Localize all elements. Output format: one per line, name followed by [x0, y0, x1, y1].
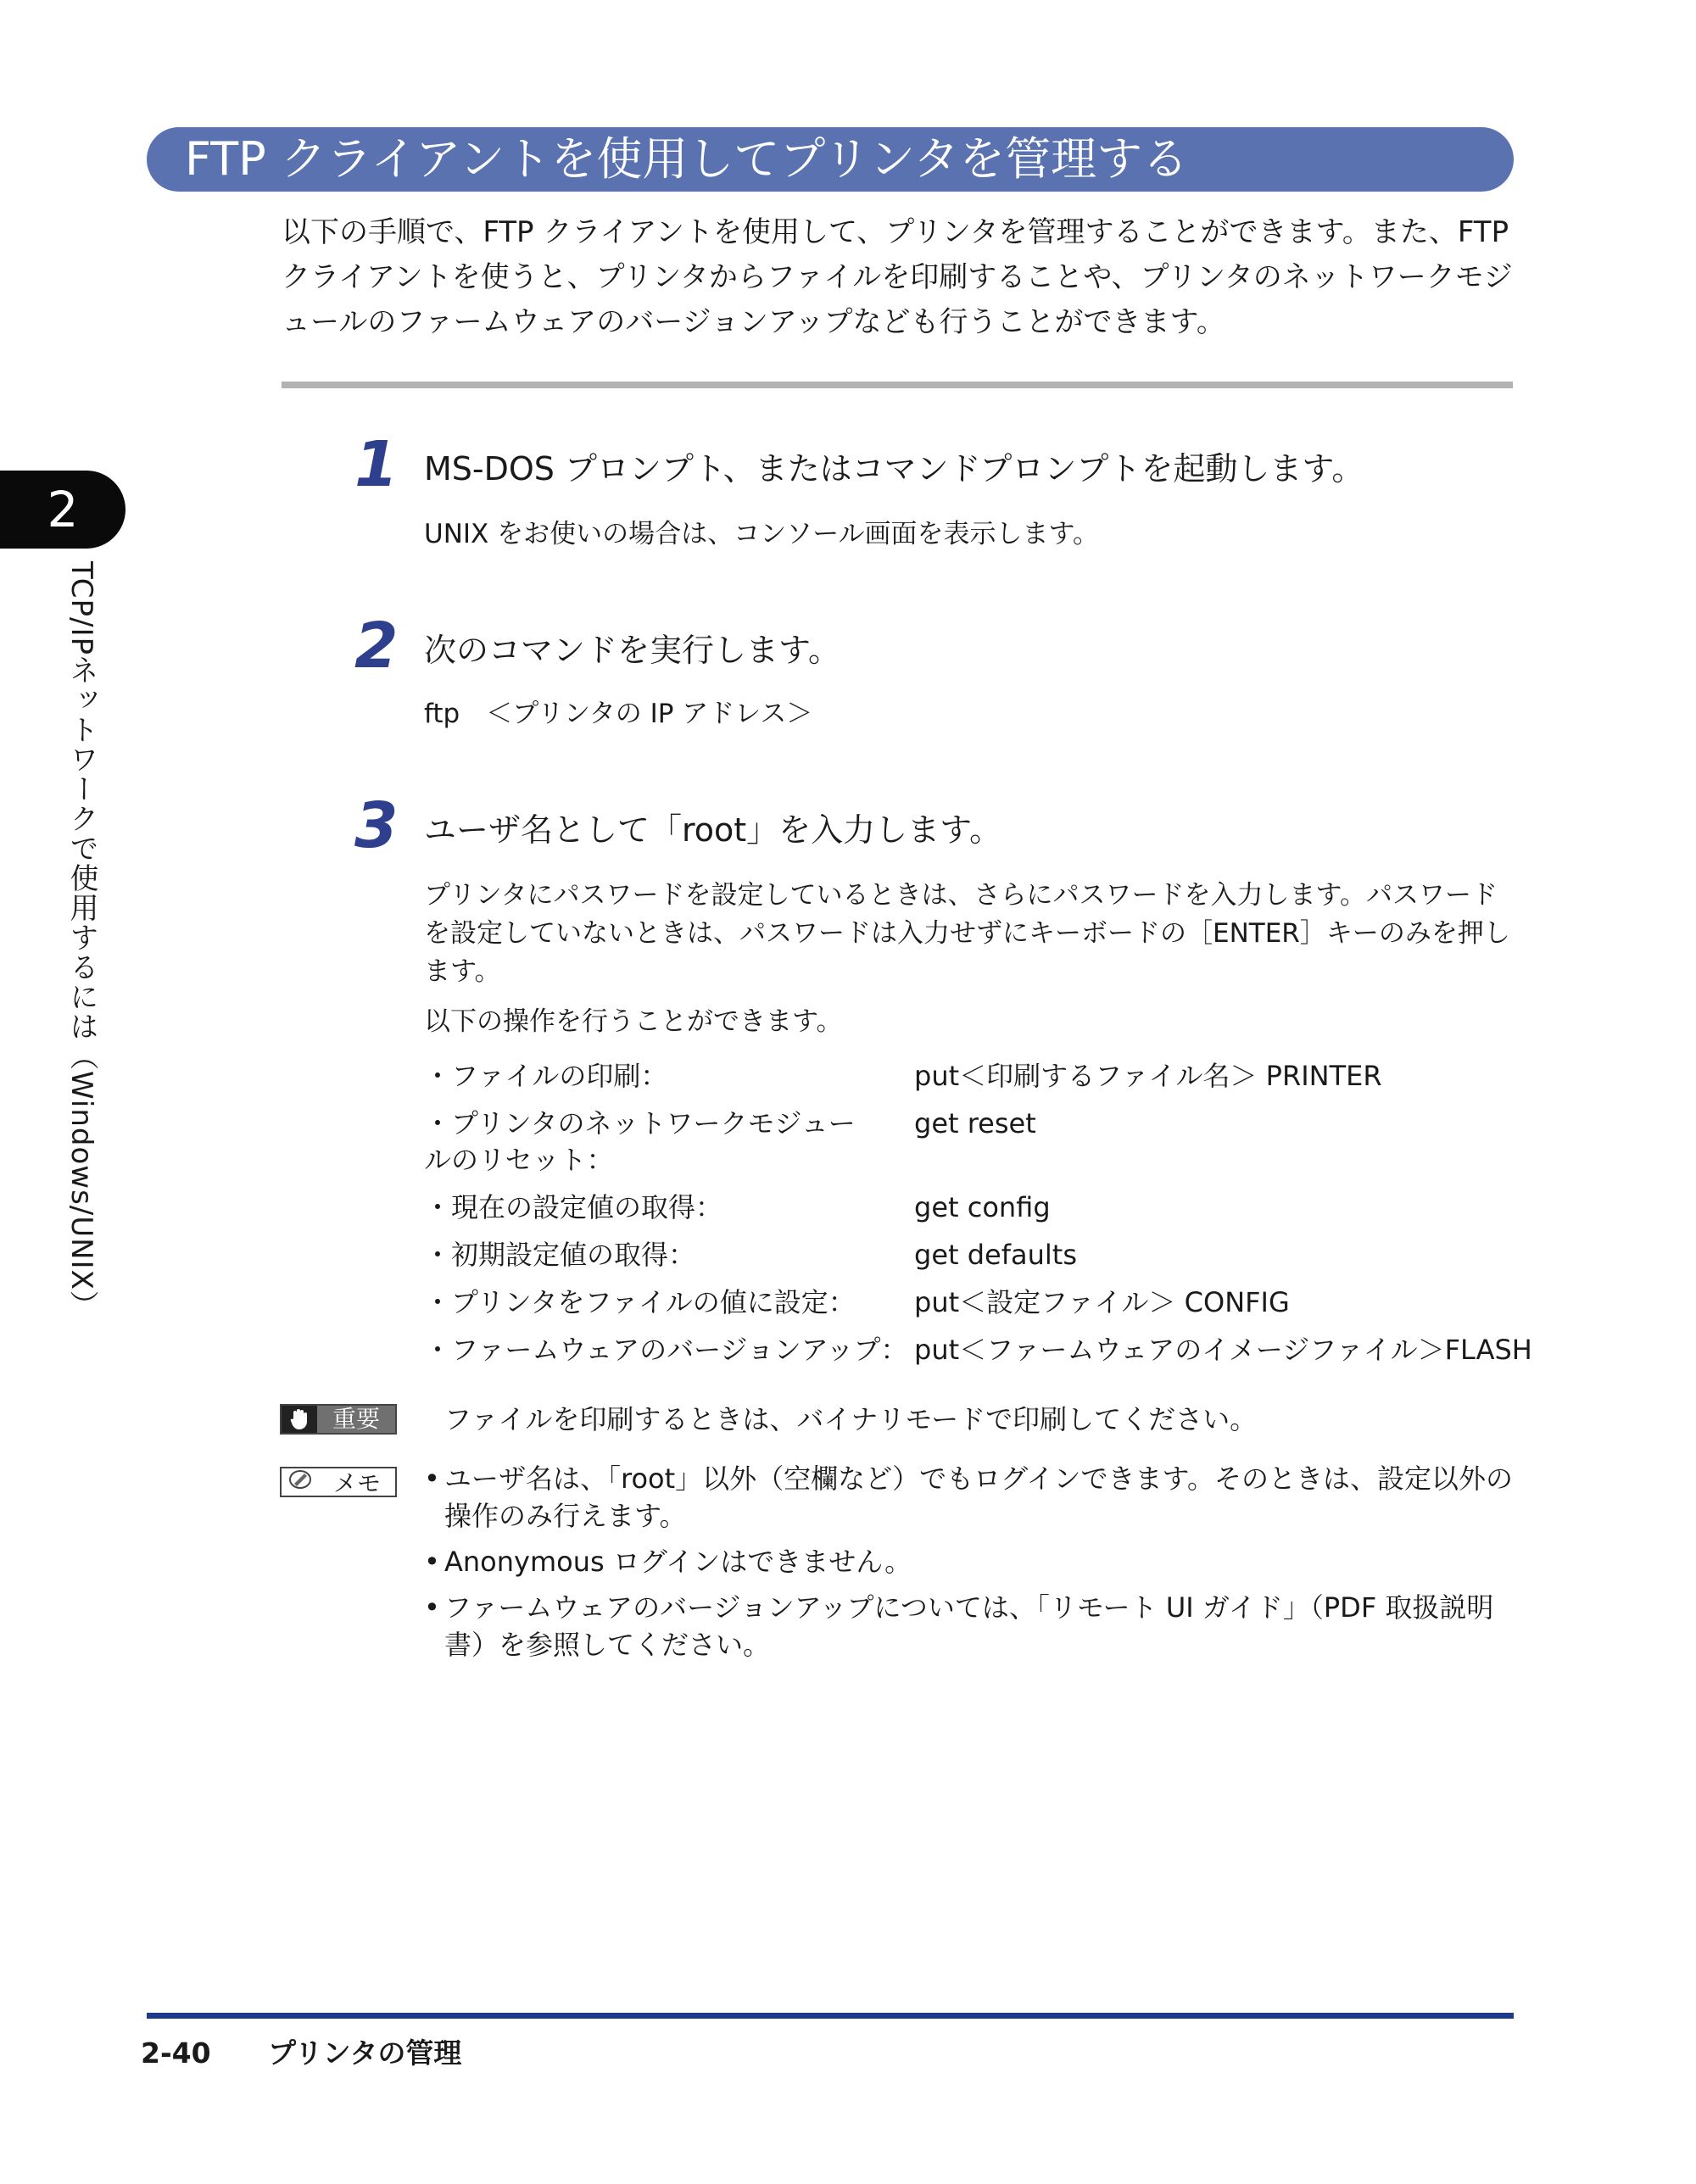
- footer-title: プリンタの管理: [268, 2036, 462, 2070]
- step-number: 1: [354, 428, 399, 501]
- operation-label: ・現在の設定値の取得：: [424, 1191, 723, 1223]
- operation-label: ・初期設定値の取得：: [424, 1239, 696, 1271]
- step-number: 3: [354, 789, 399, 862]
- step-command: ftp ＜プリンタの IP アドレス＞: [424, 699, 813, 729]
- operation-row: [424, 1106, 1518, 1178]
- step-text-ops-intro: 以下の操作を行うことができます。: [424, 1006, 843, 1037]
- memo-list: [424, 1460, 1518, 1672]
- memo-item-text: Anonymous ログインはできません。: [444, 1546, 912, 1578]
- hand-stop-icon: [282, 1406, 317, 1433]
- operation-command: put＜ファームウェアのイメージファイル＞FLASH: [914, 1334, 1532, 1366]
- memo-item: • Anonymous ログインはできません。: [424, 1543, 1518, 1580]
- operation-row: [424, 1284, 1518, 1321]
- operation-command: put＜設定ファイル＞ CONFIG: [914, 1286, 1290, 1318]
- important-badge: [280, 1404, 397, 1435]
- pencil-icon: [282, 1469, 319, 1496]
- step-text: UNIX をお使いの場合は、コンソール画面を表示します。: [424, 519, 1100, 549]
- operation-row: [424, 1332, 1532, 1368]
- step-number: 2: [354, 610, 399, 682]
- operation-label: ・ファイルの印刷：: [424, 1060, 668, 1092]
- operation-label: ・プリンタのネットワークモジュールのリセット：: [424, 1107, 856, 1176]
- memo-item-text: ファームウェアのバージョンアップについては、「リモート UI ガイド」（PDF 取扱説明書）を参照してください。: [444, 1591, 1494, 1661]
- operations-table: [424, 1058, 1532, 1379]
- memo-label: メモ: [332, 1469, 381, 1497]
- operation-label: ・プリンタをファイルの値に設定：: [424, 1286, 856, 1318]
- divider: [282, 382, 1513, 388]
- operation-row: [424, 1058, 1518, 1095]
- operation-command: get reset: [914, 1107, 1036, 1139]
- page-number: 2-40: [141, 2036, 211, 2070]
- operation-command: get defaults: [914, 1239, 1077, 1271]
- step-title: MS-DOS プロンプト、またはコマンドプロンプトを起動します。: [424, 450, 1364, 488]
- important-label: 重要: [317, 1406, 395, 1433]
- operation-row: [424, 1190, 1518, 1226]
- memo-item: • ユーザ名は、「root」以外（空欄など）でもログインできます。そのときは、設定以外の操作のみ行えます。: [424, 1460, 1518, 1535]
- chapter-side-label: TCP/IPネットワークで使用するには（Windows/UNIX）: [64, 561, 98, 1320]
- operation-label: ・ファームウェアのバージョンアップ：: [424, 1334, 908, 1366]
- intro-paragraph: 以下の手順で、FTP クライアントを使用して、プリンタを管理することができます。また、FTP クライアントを使うと、プリンタからファイルを印刷することや、プリンタのネットワークモジュールのファームウェアのバージョンアップなども行うことができます。: [282, 215, 1538, 339]
- chapter-number: 2: [47, 481, 79, 538]
- important-text: ファイルを印刷するときは、バイナリモードで印刷してください。: [444, 1403, 1258, 1435]
- operation-row: [424, 1237, 1518, 1273]
- step-text: プリンタにパスワードを設定しているときは、さらにパスワードを入力します。パスワードを設定していないときは、パスワードは入力せずにキーボードの［ENTER］キーのみを押します。: [424, 880, 1510, 987]
- operation-command: put＜印刷するファイル名＞ PRINTER: [914, 1060, 1382, 1092]
- operation-command: get config: [914, 1191, 1051, 1223]
- memo-item-text: ユーザ名は、「root」以外（空欄など）でもログインできます。そのときは、設定以外の操作のみ行えます。: [444, 1462, 1513, 1532]
- footer-rule: [147, 2013, 1514, 2019]
- memo-badge: [280, 1467, 397, 1497]
- step-title: 次のコマンドを実行します。: [424, 632, 840, 669]
- step-title: ユーザ名として「root」を入力します。: [424, 811, 1002, 849]
- section-title: FTP クライアントを使用してプリンタを管理する: [185, 132, 1189, 186]
- memo-item: • ファームウェアのバージョンアップについては、「リモート UI ガイド」（PDF 取扱説明書）を参照してください。: [424, 1589, 1518, 1663]
